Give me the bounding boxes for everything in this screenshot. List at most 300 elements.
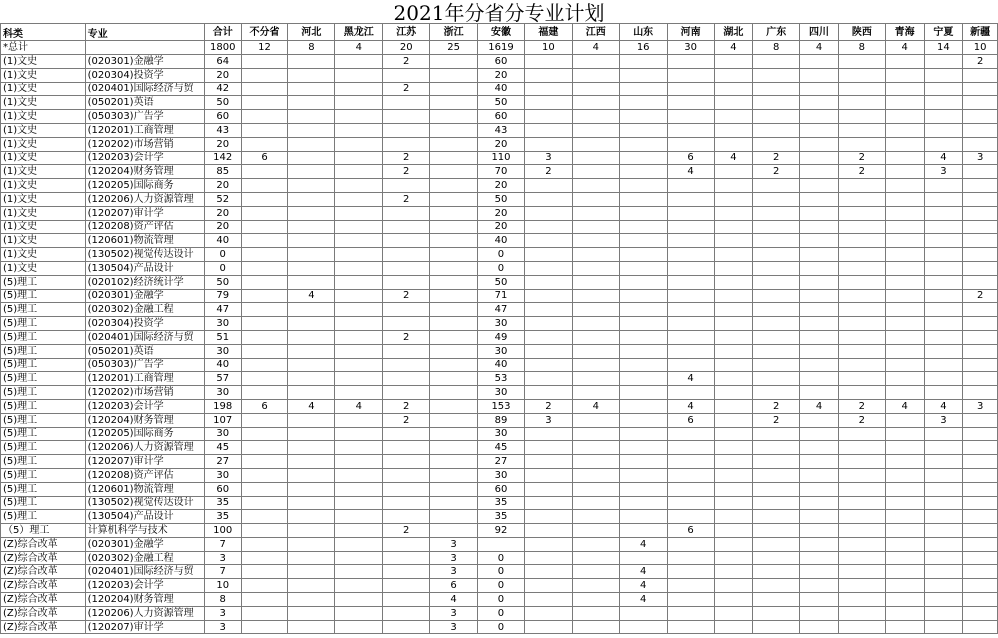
- value-cell[interactable]: [241, 565, 288, 579]
- value-cell[interactable]: [524, 82, 572, 96]
- major-cell[interactable]: (120207)审计学: [85, 620, 204, 634]
- value-cell[interactable]: [885, 234, 924, 248]
- value-cell[interactable]: [753, 579, 800, 593]
- value-cell[interactable]: [838, 275, 885, 289]
- value-cell[interactable]: [572, 427, 619, 441]
- value-cell[interactable]: 0: [478, 620, 525, 634]
- value-cell[interactable]: [800, 151, 839, 165]
- value-cell[interactable]: [963, 468, 998, 482]
- value-cell[interactable]: 20: [204, 137, 241, 151]
- value-cell[interactable]: [885, 82, 924, 96]
- value-cell[interactable]: 47: [478, 303, 525, 317]
- value-cell[interactable]: 3: [430, 551, 478, 565]
- value-cell[interactable]: [963, 496, 998, 510]
- value-cell[interactable]: 53: [478, 372, 525, 386]
- value-cell[interactable]: [241, 220, 288, 234]
- value-cell[interactable]: [241, 123, 288, 137]
- category-cell[interactable]: (Z)综合改革: [1, 565, 86, 579]
- value-cell[interactable]: [241, 110, 288, 124]
- value-cell[interactable]: [667, 441, 714, 455]
- value-cell[interactable]: [383, 620, 430, 634]
- value-cell[interactable]: 0: [478, 551, 525, 565]
- value-cell[interactable]: [241, 192, 288, 206]
- value-cell[interactable]: [800, 303, 839, 317]
- value-cell[interactable]: [667, 275, 714, 289]
- value-cell[interactable]: [800, 68, 839, 82]
- value-cell[interactable]: [714, 455, 753, 469]
- value-cell[interactable]: [885, 455, 924, 469]
- value-cell[interactable]: [241, 468, 288, 482]
- value-cell[interactable]: [619, 399, 667, 413]
- value-cell[interactable]: 30: [204, 468, 241, 482]
- value-cell[interactable]: [667, 206, 714, 220]
- value-cell[interactable]: [924, 275, 963, 289]
- value-cell[interactable]: 2: [753, 151, 800, 165]
- value-cell[interactable]: [288, 234, 335, 248]
- value-cell[interactable]: [714, 606, 753, 620]
- value-cell[interactable]: [383, 96, 430, 110]
- value-cell[interactable]: [619, 68, 667, 82]
- category-cell[interactable]: (5)理工: [1, 317, 86, 331]
- value-cell[interactable]: [714, 68, 753, 82]
- value-cell[interactable]: [288, 110, 335, 124]
- value-cell[interactable]: [572, 289, 619, 303]
- value-cell[interactable]: [619, 206, 667, 220]
- value-cell[interactable]: [524, 96, 572, 110]
- value-cell[interactable]: [619, 358, 667, 372]
- value-cell[interactable]: 40: [204, 358, 241, 372]
- value-cell[interactable]: [800, 455, 839, 469]
- value-cell[interactable]: [430, 192, 478, 206]
- value-cell[interactable]: [619, 344, 667, 358]
- value-cell[interactable]: [924, 110, 963, 124]
- value-cell[interactable]: [619, 606, 667, 620]
- value-cell[interactable]: 92: [478, 524, 525, 538]
- value-cell[interactable]: [572, 579, 619, 593]
- value-cell[interactable]: [667, 96, 714, 110]
- value-cell[interactable]: 6: [241, 399, 288, 413]
- category-cell[interactable]: (1)文史: [1, 165, 86, 179]
- value-cell[interactable]: [335, 606, 383, 620]
- category-cell[interactable]: （5）理工: [1, 524, 86, 538]
- value-cell[interactable]: [572, 123, 619, 137]
- value-cell[interactable]: [383, 496, 430, 510]
- value-cell[interactable]: [885, 248, 924, 262]
- value-cell[interactable]: [524, 579, 572, 593]
- value-cell[interactable]: [619, 303, 667, 317]
- value-cell[interactable]: [241, 441, 288, 455]
- value-cell[interactable]: [288, 330, 335, 344]
- value-cell[interactable]: 51: [204, 330, 241, 344]
- category-cell[interactable]: 科类: [1, 24, 86, 41]
- value-cell[interactable]: [524, 275, 572, 289]
- value-cell[interactable]: 20: [478, 68, 525, 82]
- major-cell[interactable]: (050201)英语: [85, 344, 204, 358]
- value-cell[interactable]: 2: [383, 192, 430, 206]
- value-cell[interactable]: [288, 524, 335, 538]
- value-cell[interactable]: [753, 192, 800, 206]
- major-cell[interactable]: (120203)会计学: [85, 151, 204, 165]
- value-cell[interactable]: 50: [478, 275, 525, 289]
- value-cell[interactable]: [335, 275, 383, 289]
- value-cell[interactable]: [714, 303, 753, 317]
- value-cell[interactable]: [885, 468, 924, 482]
- value-cell[interactable]: [572, 593, 619, 607]
- value-cell[interactable]: [619, 165, 667, 179]
- value-cell[interactable]: [963, 123, 998, 137]
- value-cell[interactable]: [430, 123, 478, 137]
- value-cell[interactable]: [924, 441, 963, 455]
- value-cell[interactable]: 不分省: [241, 24, 288, 41]
- value-cell[interactable]: [753, 468, 800, 482]
- value-cell[interactable]: 10: [524, 41, 572, 55]
- major-cell[interactable]: (120204)财务管理: [85, 593, 204, 607]
- value-cell[interactable]: [241, 248, 288, 262]
- value-cell[interactable]: [924, 123, 963, 137]
- major-cell[interactable]: (120201)工商管理: [85, 123, 204, 137]
- value-cell[interactable]: [714, 96, 753, 110]
- value-cell[interactable]: 3: [204, 606, 241, 620]
- value-cell[interactable]: [924, 55, 963, 69]
- value-cell[interactable]: 30: [204, 317, 241, 331]
- value-cell[interactable]: [800, 413, 839, 427]
- value-cell[interactable]: [335, 234, 383, 248]
- value-cell[interactable]: [288, 137, 335, 151]
- value-cell[interactable]: [572, 413, 619, 427]
- value-cell[interactable]: [963, 165, 998, 179]
- value-cell[interactable]: 2: [524, 165, 572, 179]
- value-cell[interactable]: 45: [478, 441, 525, 455]
- value-cell[interactable]: [430, 399, 478, 413]
- value-cell[interactable]: [924, 606, 963, 620]
- value-cell[interactable]: [885, 55, 924, 69]
- value-cell[interactable]: [478, 537, 525, 551]
- value-cell[interactable]: 30: [478, 427, 525, 441]
- value-cell[interactable]: [430, 220, 478, 234]
- value-cell[interactable]: 110: [478, 151, 525, 165]
- value-cell[interactable]: 0: [204, 261, 241, 275]
- value-cell[interactable]: [838, 441, 885, 455]
- value-cell[interactable]: [335, 372, 383, 386]
- value-cell[interactable]: [714, 137, 753, 151]
- value-cell[interactable]: [572, 275, 619, 289]
- value-cell[interactable]: [430, 330, 478, 344]
- value-cell[interactable]: [524, 358, 572, 372]
- value-cell[interactable]: [838, 82, 885, 96]
- value-cell[interactable]: 4: [619, 593, 667, 607]
- value-cell[interactable]: [241, 55, 288, 69]
- value-cell[interactable]: [924, 620, 963, 634]
- value-cell[interactable]: [430, 110, 478, 124]
- value-cell[interactable]: [241, 551, 288, 565]
- value-cell[interactable]: [524, 234, 572, 248]
- value-cell[interactable]: 3: [204, 551, 241, 565]
- value-cell[interactable]: [885, 524, 924, 538]
- value-cell[interactable]: [885, 303, 924, 317]
- value-cell[interactable]: [800, 82, 839, 96]
- value-cell[interactable]: [885, 261, 924, 275]
- value-cell[interactable]: [838, 192, 885, 206]
- value-cell[interactable]: [838, 593, 885, 607]
- value-cell[interactable]: [572, 248, 619, 262]
- value-cell[interactable]: [838, 579, 885, 593]
- value-cell[interactable]: 20: [204, 206, 241, 220]
- value-cell[interactable]: [430, 261, 478, 275]
- value-cell[interactable]: [753, 551, 800, 565]
- value-cell[interactable]: [430, 179, 478, 193]
- value-cell[interactable]: [667, 593, 714, 607]
- value-cell[interactable]: [963, 565, 998, 579]
- value-cell[interactable]: [335, 137, 383, 151]
- value-cell[interactable]: 0: [478, 261, 525, 275]
- value-cell[interactable]: [241, 496, 288, 510]
- value-cell[interactable]: 2: [753, 165, 800, 179]
- value-cell[interactable]: 1619: [478, 41, 525, 55]
- category-cell[interactable]: (Z)综合改革: [1, 606, 86, 620]
- value-cell[interactable]: [714, 386, 753, 400]
- value-cell[interactable]: [288, 386, 335, 400]
- value-cell[interactable]: 45: [204, 441, 241, 455]
- value-cell[interactable]: [572, 68, 619, 82]
- value-cell[interactable]: [714, 110, 753, 124]
- value-cell[interactable]: [572, 482, 619, 496]
- value-cell[interactable]: [963, 413, 998, 427]
- value-cell[interactable]: 100: [204, 524, 241, 538]
- value-cell[interactable]: [714, 441, 753, 455]
- value-cell[interactable]: [838, 68, 885, 82]
- value-cell[interactable]: [800, 620, 839, 634]
- value-cell[interactable]: 43: [204, 123, 241, 137]
- value-cell[interactable]: [838, 524, 885, 538]
- value-cell[interactable]: [572, 82, 619, 96]
- value-cell[interactable]: 4: [924, 151, 963, 165]
- value-cell[interactable]: [335, 248, 383, 262]
- value-cell[interactable]: [288, 248, 335, 262]
- value-cell[interactable]: [524, 593, 572, 607]
- value-cell[interactable]: 8: [204, 593, 241, 607]
- value-cell[interactable]: [383, 317, 430, 331]
- category-cell[interactable]: (1)文史: [1, 82, 86, 96]
- value-cell[interactable]: [714, 372, 753, 386]
- value-cell[interactable]: [714, 496, 753, 510]
- value-cell[interactable]: [714, 234, 753, 248]
- value-cell[interactable]: [924, 261, 963, 275]
- value-cell[interactable]: [430, 344, 478, 358]
- value-cell[interactable]: [885, 593, 924, 607]
- value-cell[interactable]: [667, 482, 714, 496]
- value-cell[interactable]: [572, 606, 619, 620]
- value-cell[interactable]: [383, 565, 430, 579]
- value-cell[interactable]: [572, 372, 619, 386]
- major-cell[interactable]: (120201)工商管理: [85, 372, 204, 386]
- value-cell[interactable]: 0: [478, 248, 525, 262]
- value-cell[interactable]: [241, 372, 288, 386]
- value-cell[interactable]: [838, 344, 885, 358]
- value-cell[interactable]: [667, 427, 714, 441]
- value-cell[interactable]: 4: [619, 565, 667, 579]
- value-cell[interactable]: [430, 482, 478, 496]
- value-cell[interactable]: [753, 330, 800, 344]
- value-cell[interactable]: [241, 165, 288, 179]
- value-cell[interactable]: 153: [478, 399, 525, 413]
- value-cell[interactable]: 79: [204, 289, 241, 303]
- value-cell[interactable]: [800, 55, 839, 69]
- value-cell[interactable]: [383, 68, 430, 82]
- value-cell[interactable]: [800, 358, 839, 372]
- value-cell[interactable]: [619, 275, 667, 289]
- value-cell[interactable]: [753, 110, 800, 124]
- value-cell[interactable]: [963, 330, 998, 344]
- value-cell[interactable]: [800, 482, 839, 496]
- value-cell[interactable]: [800, 441, 839, 455]
- value-cell[interactable]: [753, 206, 800, 220]
- value-cell[interactable]: [924, 386, 963, 400]
- value-cell[interactable]: [885, 137, 924, 151]
- value-cell[interactable]: [714, 358, 753, 372]
- value-cell[interactable]: [838, 386, 885, 400]
- value-cell[interactable]: 4: [714, 41, 753, 55]
- value-cell[interactable]: [753, 606, 800, 620]
- major-cell[interactable]: (050303)广告学: [85, 358, 204, 372]
- category-cell[interactable]: (1)文史: [1, 137, 86, 151]
- value-cell[interactable]: [288, 358, 335, 372]
- category-cell[interactable]: (Z)综合改革: [1, 551, 86, 565]
- value-cell[interactable]: [838, 510, 885, 524]
- major-cell[interactable]: (120207)审计学: [85, 206, 204, 220]
- value-cell[interactable]: [667, 248, 714, 262]
- value-cell[interactable]: [800, 206, 839, 220]
- value-cell[interactable]: [714, 593, 753, 607]
- major-cell[interactable]: (020301)金融学: [85, 289, 204, 303]
- value-cell[interactable]: [753, 275, 800, 289]
- value-cell[interactable]: 6: [241, 151, 288, 165]
- category-cell[interactable]: (1)文史: [1, 248, 86, 262]
- value-cell[interactable]: 4: [885, 41, 924, 55]
- value-cell[interactable]: 60: [478, 55, 525, 69]
- value-cell[interactable]: [800, 179, 839, 193]
- value-cell[interactable]: [572, 261, 619, 275]
- value-cell[interactable]: [838, 455, 885, 469]
- value-cell[interactable]: [335, 179, 383, 193]
- value-cell[interactable]: [430, 372, 478, 386]
- value-cell[interactable]: [288, 579, 335, 593]
- value-cell[interactable]: 新疆: [963, 24, 998, 41]
- value-cell[interactable]: [838, 372, 885, 386]
- value-cell[interactable]: [924, 248, 963, 262]
- value-cell[interactable]: [288, 344, 335, 358]
- value-cell[interactable]: 4: [800, 41, 839, 55]
- value-cell[interactable]: [335, 96, 383, 110]
- value-cell[interactable]: [572, 96, 619, 110]
- category-cell[interactable]: (1)文史: [1, 220, 86, 234]
- value-cell[interactable]: [838, 289, 885, 303]
- value-cell[interactable]: [335, 330, 383, 344]
- value-cell[interactable]: [335, 151, 383, 165]
- value-cell[interactable]: [335, 510, 383, 524]
- value-cell[interactable]: [924, 468, 963, 482]
- value-cell[interactable]: [963, 372, 998, 386]
- value-cell[interactable]: [714, 330, 753, 344]
- value-cell[interactable]: [838, 330, 885, 344]
- value-cell[interactable]: 89: [478, 413, 525, 427]
- value-cell[interactable]: [383, 482, 430, 496]
- value-cell[interactable]: [288, 372, 335, 386]
- value-cell[interactable]: 8: [838, 41, 885, 55]
- value-cell[interactable]: 57: [204, 372, 241, 386]
- value-cell[interactable]: [335, 55, 383, 69]
- value-cell[interactable]: [838, 55, 885, 69]
- value-cell[interactable]: [885, 372, 924, 386]
- value-cell[interactable]: [572, 151, 619, 165]
- value-cell[interactable]: 30: [204, 344, 241, 358]
- value-cell[interactable]: [619, 551, 667, 565]
- value-cell[interactable]: [619, 524, 667, 538]
- value-cell[interactable]: [430, 468, 478, 482]
- value-cell[interactable]: [924, 510, 963, 524]
- value-cell[interactable]: [241, 330, 288, 344]
- value-cell[interactable]: [667, 289, 714, 303]
- value-cell[interactable]: [288, 441, 335, 455]
- value-cell[interactable]: [619, 192, 667, 206]
- value-cell[interactable]: [885, 165, 924, 179]
- value-cell[interactable]: 4: [335, 399, 383, 413]
- value-cell[interactable]: [800, 468, 839, 482]
- value-cell[interactable]: [963, 68, 998, 82]
- value-cell[interactable]: [667, 179, 714, 193]
- value-cell[interactable]: [753, 344, 800, 358]
- category-cell[interactable]: (1)文史: [1, 55, 86, 69]
- value-cell[interactable]: 2: [383, 399, 430, 413]
- value-cell[interactable]: [838, 427, 885, 441]
- value-cell[interactable]: 60: [204, 482, 241, 496]
- value-cell[interactable]: 30: [204, 386, 241, 400]
- value-cell[interactable]: [524, 261, 572, 275]
- value-cell[interactable]: [885, 427, 924, 441]
- value-cell[interactable]: 2: [383, 55, 430, 69]
- value-cell[interactable]: [288, 482, 335, 496]
- value-cell[interactable]: 40: [478, 234, 525, 248]
- category-cell[interactable]: (1)文史: [1, 234, 86, 248]
- value-cell[interactable]: [619, 413, 667, 427]
- value-cell[interactable]: [753, 620, 800, 634]
- value-cell[interactable]: [800, 510, 839, 524]
- value-cell[interactable]: [572, 468, 619, 482]
- major-cell[interactable]: (120205)国际商务: [85, 427, 204, 441]
- value-cell[interactable]: [800, 96, 839, 110]
- value-cell[interactable]: 4: [667, 165, 714, 179]
- value-cell[interactable]: 3: [430, 620, 478, 634]
- value-cell[interactable]: [383, 551, 430, 565]
- value-cell[interactable]: [572, 358, 619, 372]
- value-cell[interactable]: [619, 620, 667, 634]
- value-cell[interactable]: [924, 82, 963, 96]
- value-cell[interactable]: [714, 524, 753, 538]
- value-cell[interactable]: [524, 330, 572, 344]
- value-cell[interactable]: 0: [204, 248, 241, 262]
- value-cell[interactable]: 4: [335, 41, 383, 55]
- value-cell[interactable]: [619, 123, 667, 137]
- value-cell[interactable]: 142: [204, 151, 241, 165]
- value-cell[interactable]: [524, 606, 572, 620]
- value-cell[interactable]: [335, 551, 383, 565]
- category-cell[interactable]: (1)文史: [1, 123, 86, 137]
- value-cell[interactable]: [241, 579, 288, 593]
- major-cell[interactable]: (120206)人力资源管理: [85, 606, 204, 620]
- major-cell[interactable]: (120208)资产评估: [85, 220, 204, 234]
- value-cell[interactable]: [335, 165, 383, 179]
- major-cell[interactable]: (020302)金融工程: [85, 303, 204, 317]
- major-cell[interactable]: (120601)物流管理: [85, 234, 204, 248]
